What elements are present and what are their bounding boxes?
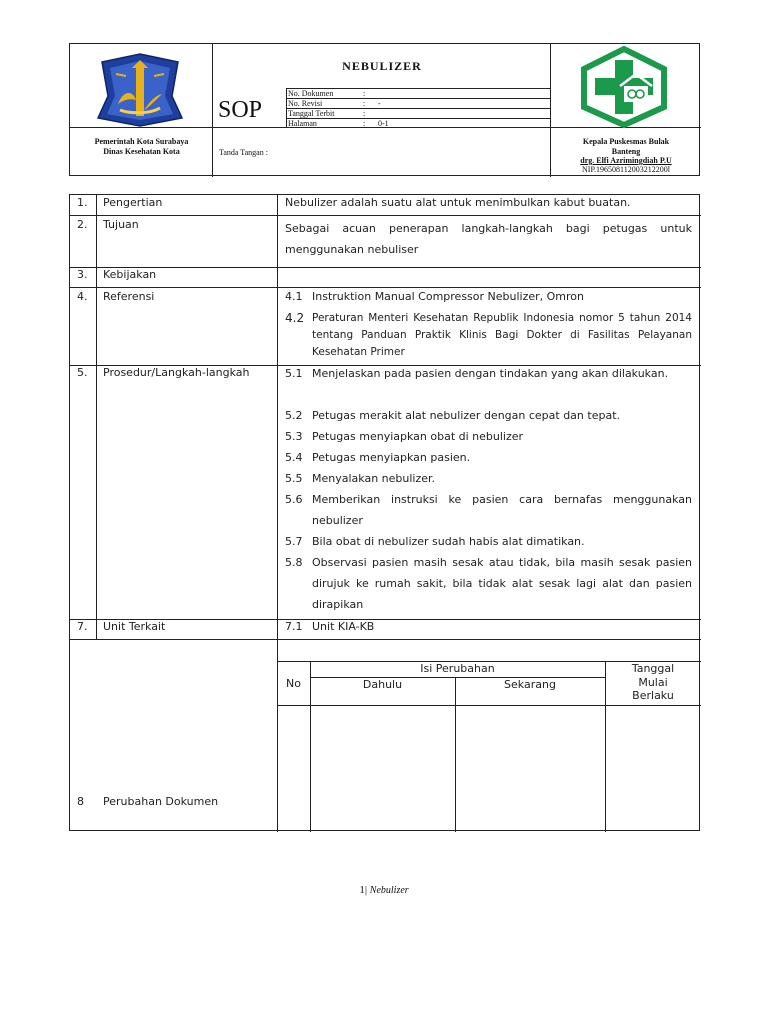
item-number: 7.1 xyxy=(285,620,303,633)
item-text: Instruktion Manual Compressor Nebulizer, Omron xyxy=(312,290,585,303)
puskesmas-cross-logo-icon xyxy=(576,46,672,128)
step-text: Menjelaskan pada pasien dengan tindakan yang akan dilakukan. xyxy=(312,367,669,380)
item-number: 4.2 xyxy=(285,311,305,325)
change-col-effective-date xyxy=(605,662,701,703)
step-text: Observasi pasien masih sesak atau tidak, bila masih sesak pasien dirujuk ke rumah sakit, bila tidak alat sesak lagi alat dan pasien dirapikan xyxy=(312,556,692,611)
row-label-kebijakan: Kebijakan xyxy=(103,268,157,281)
issuer-organization xyxy=(74,137,209,157)
row-number: 3. xyxy=(77,268,88,281)
row-label-prosedur: Prosedur/Langkah-langkah xyxy=(103,366,250,379)
meta-row-page xyxy=(287,119,550,128)
approver-line: Banteng xyxy=(611,146,641,156)
row-number: 1. xyxy=(77,196,88,209)
approver-nip: NIP.196508112003212200l xyxy=(582,165,670,174)
approver-name: drg. Elfi Azrimingdiah P.U xyxy=(580,156,672,165)
row-label-perubahan-dokumen: Perubahan Dokumen xyxy=(103,795,219,808)
meta-key: No. Revisi xyxy=(288,99,323,108)
step-number: 5.7 xyxy=(285,535,303,548)
item-text: Unit KIA-KB xyxy=(312,620,375,633)
meta-colon: : xyxy=(363,109,366,118)
step-text: Memberikan instruksi ke pasien cara bernafas menggunakan nebulizer xyxy=(312,493,692,527)
item-text: Peraturan Menteri Kesehatan Republik Indonesia nomor 5 tahun 2014 tentang Panduan Praktik Klinis Bagi Dokter di Fasilitas Pelayanan Kesehatan Primer xyxy=(312,312,692,358)
step-number: 5.3 xyxy=(285,430,303,443)
row-label-pengertian: Pengertian xyxy=(103,196,163,209)
row-number: 4. xyxy=(77,290,88,303)
surabaya-city-emblem-icon xyxy=(96,52,184,128)
row-label-tujuan: Tujuan xyxy=(103,218,139,231)
row-number: 2. xyxy=(77,218,88,231)
footer-document-name: Nebulizer xyxy=(369,885,409,896)
step-number: 5.5 xyxy=(285,472,303,485)
step-number: 5.2 xyxy=(285,409,303,422)
row-label-referensi: Referensi xyxy=(103,290,155,303)
meta-key: No. Dokumen xyxy=(288,89,334,98)
page-number: 1| xyxy=(359,884,368,896)
step-text: Petugas merakit alat nebulizer dengan cepat dan tepat. xyxy=(312,409,621,422)
org-left-line: Pemerintah Kota Surabaya xyxy=(94,137,189,146)
change-col-before: Dahulu xyxy=(362,678,403,691)
step-text: Bila obat di nebulizer sudah habis alat dimatikan. xyxy=(312,535,585,548)
meta-colon: : xyxy=(363,99,366,108)
sop-content-table xyxy=(69,194,700,831)
date-header-line: Mulai xyxy=(638,675,668,689)
step-number: 5.4 xyxy=(285,451,303,464)
page-footer xyxy=(0,884,768,896)
item-number: 4.1 xyxy=(285,290,303,303)
meta-value: - xyxy=(378,99,381,108)
meta-value: 0-1 xyxy=(378,119,389,128)
meta-colon: : xyxy=(363,119,366,128)
step-text: Petugas menyiapkan pasien. xyxy=(312,451,471,464)
meta-row-issue-date xyxy=(287,109,550,118)
row-number: 8 xyxy=(77,795,84,808)
step-text: Menyalakan nebulizer. xyxy=(312,472,436,485)
row-label-unit-terkait: Unit Terkait xyxy=(103,620,166,633)
document-header xyxy=(69,43,700,176)
change-col-no: No xyxy=(286,677,301,690)
meta-key: Halaman xyxy=(288,119,317,128)
meta-key: Tanggal Terbit xyxy=(288,109,335,118)
step-number: 5.1 xyxy=(285,367,303,380)
change-col-after: Sekarang xyxy=(504,678,556,691)
row-number: 5. xyxy=(77,366,88,379)
signature-label: Tanda Tangan : xyxy=(219,148,268,157)
step-number: 5.8 xyxy=(285,556,303,569)
definition-text: Nebulizer adalah suatu alat untuk menimbulkan kabut buatan. xyxy=(285,196,631,209)
meta-row-revision xyxy=(287,99,550,108)
sop-label: SOP xyxy=(218,97,263,123)
meta-colon: : xyxy=(363,89,366,98)
document-title: NEBULIZER xyxy=(342,59,422,73)
step-number: 5.6 xyxy=(285,493,303,506)
org-left-line: Dinas Kesehatan Kota xyxy=(103,147,180,156)
change-col-group: Isi Perubahan xyxy=(420,662,495,675)
date-header-line: Berlaku xyxy=(632,689,674,702)
approver-line: Kepala Puskesmas Bulak xyxy=(582,137,670,146)
purpose-text: Sebagai acuan penerapan langkah-langkah bagi petugas untuk menggunakan nebuliser xyxy=(285,222,692,256)
meta-row-document-number xyxy=(287,89,550,98)
row-number: 7. xyxy=(77,620,88,633)
approver-block xyxy=(552,137,700,166)
step-text: Petugas menyiapkan obat di nebulizer xyxy=(312,430,524,443)
date-header-line: Tanggal xyxy=(631,662,675,675)
